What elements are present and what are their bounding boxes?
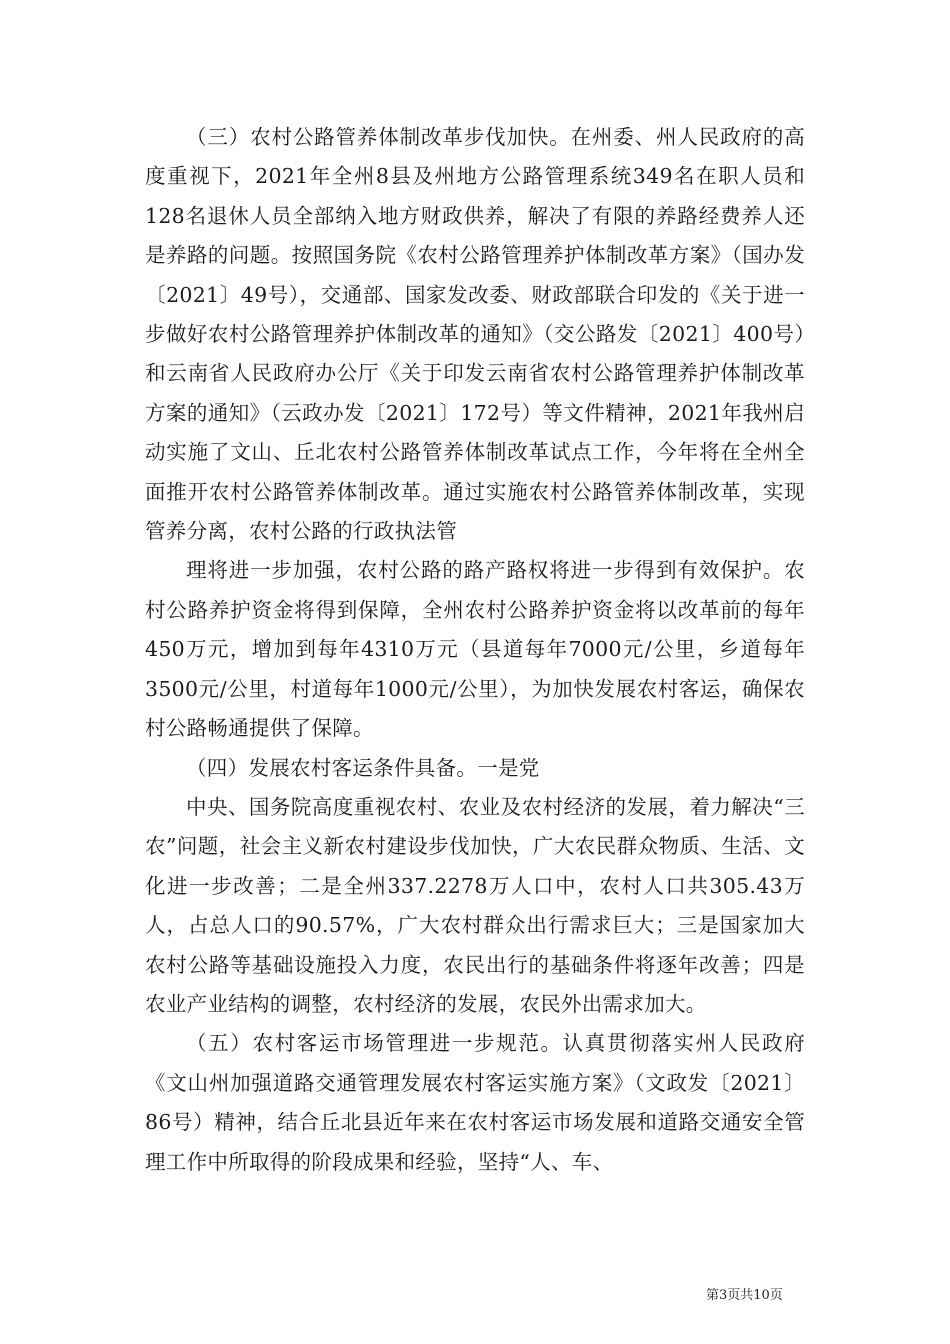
paragraph-market-regulation: （五）农村客运市场管理进一步规范。认真贯彻落实州人民政府《文山州加强道路交通管理发展农村客运实施方案》（文政发〔2021〕86号）精神，结合丘北县近年来在农村客运市场发展和道路交通安全管理工作中所取得的阶段成果和经验，坚持“人、车、 bbox=[145, 1031, 805, 1174]
page-number: 第3页共10页 bbox=[706, 1288, 783, 1303]
paragraph-road-management-reform: （三）农村公路管养体制改革步伐加快。在州委、州人民政府的高度重视下，2021年全州8县及州地方公路管理系统349名在职人员和128名退休人员全部纳入地方财政供养，解决了有限的养路经费养人还是养路的问题。按照国务院《农村公路管理养护体制改革方案》（国办发〔2021〕49号），交通部、国家发改委、财政部联合印发的《关于进一步做好农村公路管理养护体制改革的通知》（交公路发〔2021〕400号）和云南省人民政府办公厅《关于印发云南省农村公路管理养护体制改革方案的通知》（云政办发〔2021〕172号）等文件精神，2021年我州启动实施了文山、丘北农村公路管养体制改革试点工作，今年将在全州全面推开农村公路管养体制改革。通过实施农村公路管养体制改革，实现管养分离，农村公路的行政执法管 bbox=[145, 125, 805, 544]
document-body bbox=[145, 118, 805, 1182]
paragraph-maintenance-funding: 理将进一步加强，农村公路的路产路权将进一步得到有效保护。农村公路养护资金将得到保障，全州农村公路养护资金将以改革前的每年450万元，增加到每年4310万元（县道每年7000元/公里，乡道每年3500元/公里，村道每年1000元/公里），为加快发展农村客运，确保农村公路畅通提供了保障。 bbox=[145, 558, 805, 741]
paragraph-rural-development: 中央、国务院高度重视农村、农业及农村经济的发展，着力解决“三农”问题，社会主义新农村建设步伐加快，广大农民群众物质、生活、文化进一步改善；二是全州337.2278万人口中，农村人口共305.43万人，占总人口的90.57%，广大农村群众出行需求巨大；三是国家加大农村公路等基础设施投入力度，农民出行的基础条件将逐年改善；四是农业产业结构的调整，农村经济的发展，农民外出需求加大。 bbox=[145, 794, 805, 1016]
paragraph-passenger-transport-conditions-heading: （四）发展农村客运条件具备。一是党 bbox=[186, 755, 540, 780]
